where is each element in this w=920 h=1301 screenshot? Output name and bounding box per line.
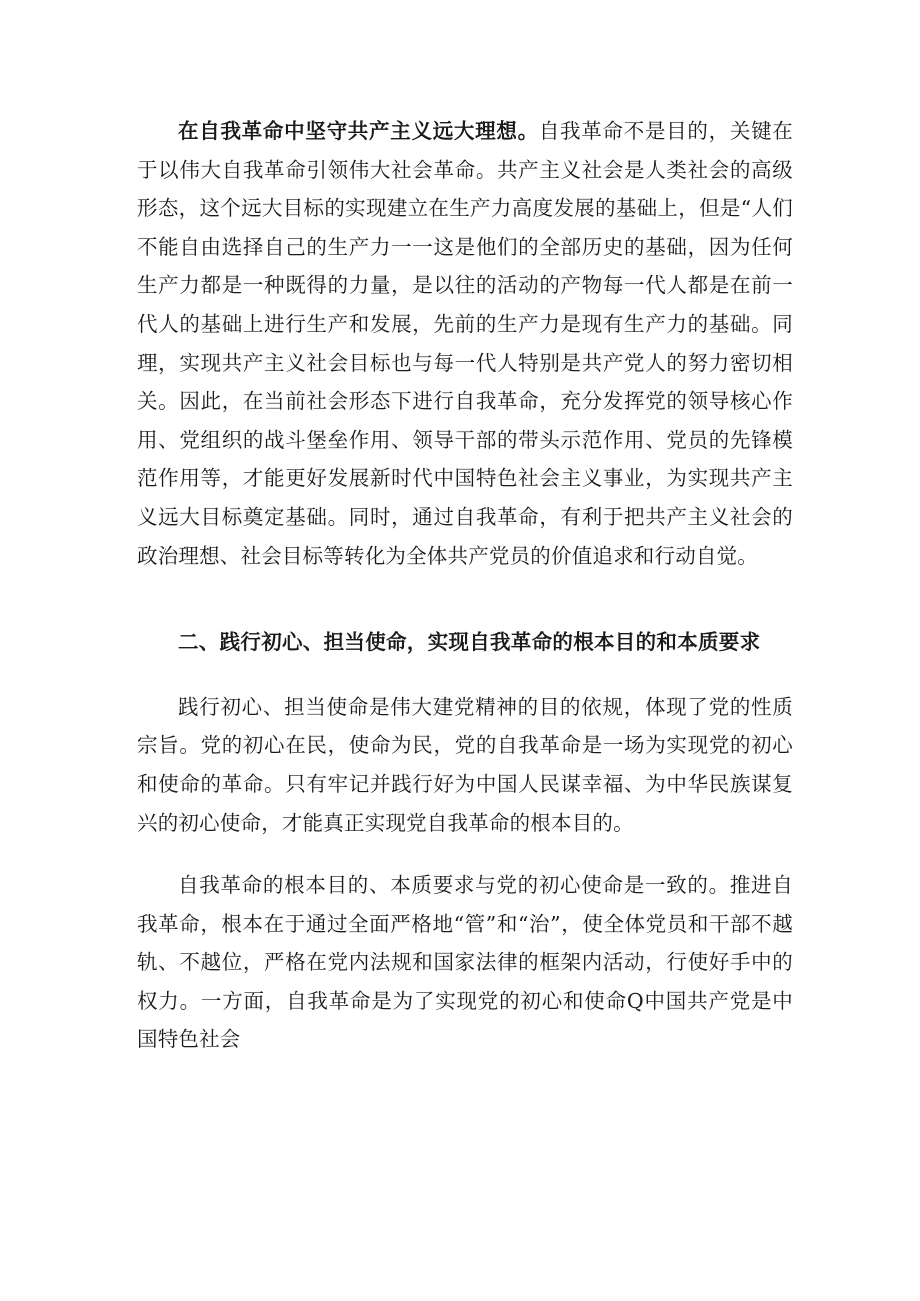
section-spacer <box>137 842 793 866</box>
paragraph-body: 自我革命不是目的，关键在于以伟大自我革命引领伟大社会革命。共产主义社会是人类社会的高级形态，这个远大目标的实现建立在生产力高度发展的基础上，但是“人们不能自由选择自己的生产力一一这是他们的全部历史的基础，因为任何生产力都是一种既得的力量，是以往的活动的产物每一代人都是在前一代人的基础上进行生产和发展，先前的生产力是现有生产力的基础。同理，实现共产主义社会目标也与每一代人特别是共产党人的努力密切相关。因此，在当前社会形态下进行自我革命，充分发挥党的领导核心作用、党组织的战斗堡垒作用、领导干部的带头示范作用、党员的先锋模范作用等，才能更好发展新时代中国特色社会主义事业，为实现共产主义远大目标奠定基础。同时，通过自我革命，有利于把共产主义社会的政治理想、社会目标等转化为全体共产党员的价值追求和行动自觉。 <box>137 119 793 568</box>
section-heading-2: 二、践行初心、担当使命，实现自我革命的根本目的和本质要求 <box>178 630 761 655</box>
paragraph-purpose: 自我革命的根本目的、本质要求与党的初心使命是一致的。推进自我革命，根本在于通过全面严格地“管”和“治”，使全体党员和干部不越轨、不越位，严格在党内法规和国家法律的框架内活动，行使好手中的权力。一方面，自我革命是为了实现党的初心和使命Q中国共产党是中国特色社会 <box>137 873 793 1052</box>
paragraph-mission: 践行初心、担当使命是伟大建党精神的目的依规，体现了党的性质宗旨。党的初心在民，使命为民，党的自我革命是一场为实现党的初心和使命的革命。只有牢记并践行好为中国人民谋幸福、为中华民族谋复兴的初心使命，才能真正实现党自我革命的根本目的。 <box>137 694 793 835</box>
document-page <box>137 112 793 1059</box>
paragraph-ideal <box>137 112 793 575</box>
paragraph-lead-heading: 在自我革命中坚守共产主义远大理想。 <box>178 119 539 143</box>
section-spacer <box>137 575 793 599</box>
